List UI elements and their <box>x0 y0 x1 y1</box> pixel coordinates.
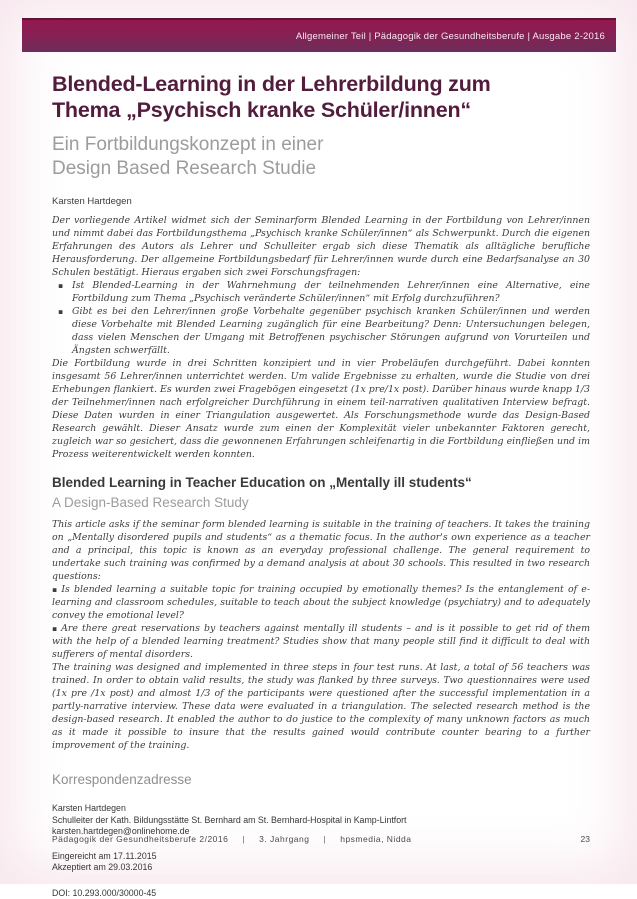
issue-header-text: Allgemeiner Teil | Pädagogik der Gesundheitsberufe | Ausgabe 2-2016 <box>296 31 605 42</box>
article-title <box>52 71 590 123</box>
abstract-german <box>52 214 590 461</box>
abstract-de-paragraph: Der vorliegende Artikel widmet sich der Seminarform Blended Learning in der Fortbildung von Lehrer/innen und nimmt dabei das Fortbildungsthema „Psychisch kranke Schüler/innen“ als Schwerpunkt. Durch die eigenen Erfahrungen des Autors als Lehrer und Schulleiter ergab sich diese Thematik als alltägliche berufliche Herausforderung. Der allgemeine Fortbildungsbedarf für Lehrer/innen wurde durch eine Bedarfsanalyse an 30 Schulen bestätigt. Hieraus ergaben sich zwei Forschungsfragen: <box>52 214 590 279</box>
article-subtitle <box>52 133 590 181</box>
footer-separator: | <box>228 834 259 844</box>
article-subtitle-line2: Design Based Research Studie <box>52 157 590 181</box>
correspondence-affiliation: Schulleiter der Kath. Bildungsstätte St. Bernhard am St. Bernhard-Hospital in Kamp-Lintfort <box>52 815 590 827</box>
abstract-de-bullet-text: Ist Blended-Learning in der Wahrnehmung der teilnehmenden Lehrer/innen eine Alternative, eine Fortbildung zum Thema „Psychisch veränderte Schüler/innen“ mit Erfolg durchzuführen? <box>72 280 590 304</box>
correspondence-address <box>52 803 590 838</box>
author-name: Karsten Hartdegen <box>52 196 590 207</box>
bullet-square-icon: ▪ <box>52 585 61 594</box>
page-footer <box>52 834 590 844</box>
abstract-en-bullet-item <box>52 583 590 622</box>
bullet-square-icon: ▪ <box>58 305 63 318</box>
abstract-en-bullet-text: Is blended learning a suitable topic for training occupied by emotionally themes? Is the entanglement of e-learning and classroom schedules, suitable to teach about the subject knowledge (psychiatry) and to adequately convey the emotional level? <box>52 584 590 621</box>
bullet-square-icon: ▪ <box>58 279 63 292</box>
abstract-english <box>52 518 590 752</box>
issue-header-bar <box>22 18 616 52</box>
page-number: 23 <box>581 834 590 844</box>
abstract-de-bullet-item <box>52 279 590 305</box>
abstract-de-bullet-text: Gibt es bei den Lehrer/innen große Vorbehalte gegenüber psychisch kranken Schüler/innen und werden diese Vorbehalte mit Blended Learning zugänglich für eine Bearbeitung? Denn: Untersuchungen belegen, dass vielen Menschen der Umgang mit Betroffenen psychischer Störungen aufgrund von Vorurteilen und Ängsten schwerfällt. <box>72 306 590 356</box>
footer-journal: Pädagogik der Gesundheitsberufe 2/2016 <box>52 834 228 844</box>
correspondence-heading: Korrespondenzadresse <box>52 771 590 788</box>
abstract-de-bullet-item <box>52 305 590 357</box>
correspondence-email: karsten.hartdegen@onlinehome.de <box>52 826 590 838</box>
english-section-heading: Blended Learning in Teacher Education on „Mentally ill students“ <box>52 474 590 491</box>
abstract-en-bullet-item <box>52 622 590 661</box>
footer-publisher: hpsmedia, Nidda <box>340 834 411 844</box>
footer-separator: | <box>310 834 341 844</box>
article-subtitle-line1: Ein Fortbildungskonzept in einer <box>52 133 590 157</box>
submission-dates <box>52 851 590 874</box>
article-title-line1: Blended-Learning in der Lehrerbildung zum <box>52 71 590 97</box>
english-section-subheading: A Design-Based Research Study <box>52 494 590 511</box>
submitted-date: Eingereicht am 17.11.2015 <box>52 851 590 863</box>
abstract-en-paragraph: The training was designed and implemented in three steps in four test runs. At last, a total of 56 teachers was trained. In order to obtain valid results, the study was flanked by three surveys. Two questionnaires were used (1x pre /1x post) and almost 1/3 of the participants were questioned after the successful implementation in a partly-narrative interview. These data were evaluated in a triangulation. The selected research method is the design-based research. It enabled the author to do justice to the complexity of many unknown factors as much as it made it possible to insure that the results gained would contribute counter bearing to a further improvement of the training. <box>52 661 590 752</box>
correspondence-name: Karsten Hartdegen <box>52 803 590 815</box>
abstract-en-paragraph: This article asks if the seminar form blended learning is suitable in the training of teachers. It takes the training on „Mentally disordered pupils and students“ as a thematic focus. In the author's own experience as a teacher and a principal, this topic is known as an everyday professional challenge. The general requirement to undertake such training was confirmed by a demand analysis at about 30 schools. This resulted in two research questions: <box>52 518 590 583</box>
article-title-line2: Thema „Psychisch kranke Schüler/innen“ <box>52 97 590 123</box>
bullet-square-icon: ▪ <box>52 624 61 633</box>
footer-volume: 3. Jahrgang <box>259 834 309 844</box>
doi: DOI: 10.293.000/30000-45 <box>52 888 590 899</box>
abstract-en-bullet-text: Are there great reservations by teachers against mentally ill students – and is it possible to get rid of them with the help of a blended learning treatment? Studies show that many people still find it difficult to deal with sufferers of mental disorders. <box>52 623 590 660</box>
abstract-de-paragraph: Die Fortbildung wurde in drei Schritten konzipiert und in vier Probeläufen durchgeführt. Dabei konnten insgesamt 56 Lehrer/innen unterrichtet werden. Um valide Ergebnisse zu erhalten, wurde die Studie von drei Erhebungen flankiert. Es wurden zwei Fragebögen eingesetzt (1x pre/1x post). Darüber hinaus wurde knapp 1/3 der Teilnehmer/innen nach erfolgreicher Durchführung in einem teil-narrativen qualitativen Interview befragt. Diese Daten wurden in einer Triangulation ausgewertet. Als Forschungsmethode wurde das Design-Based Research gewählt. Dieser Ansatz wurde zum einen der Komplexität vieler unbekannter Faktoren gerecht, zugleich war so gesichert, dass die gewonnenen Erfahrungen schleifenartig in die Fortbildung einfließen und im Prozess weiterentwickelt werden konnten. <box>52 357 590 461</box>
accepted-date: Akzeptiert am 29.03.2016 <box>52 862 590 874</box>
article-content <box>52 52 590 899</box>
